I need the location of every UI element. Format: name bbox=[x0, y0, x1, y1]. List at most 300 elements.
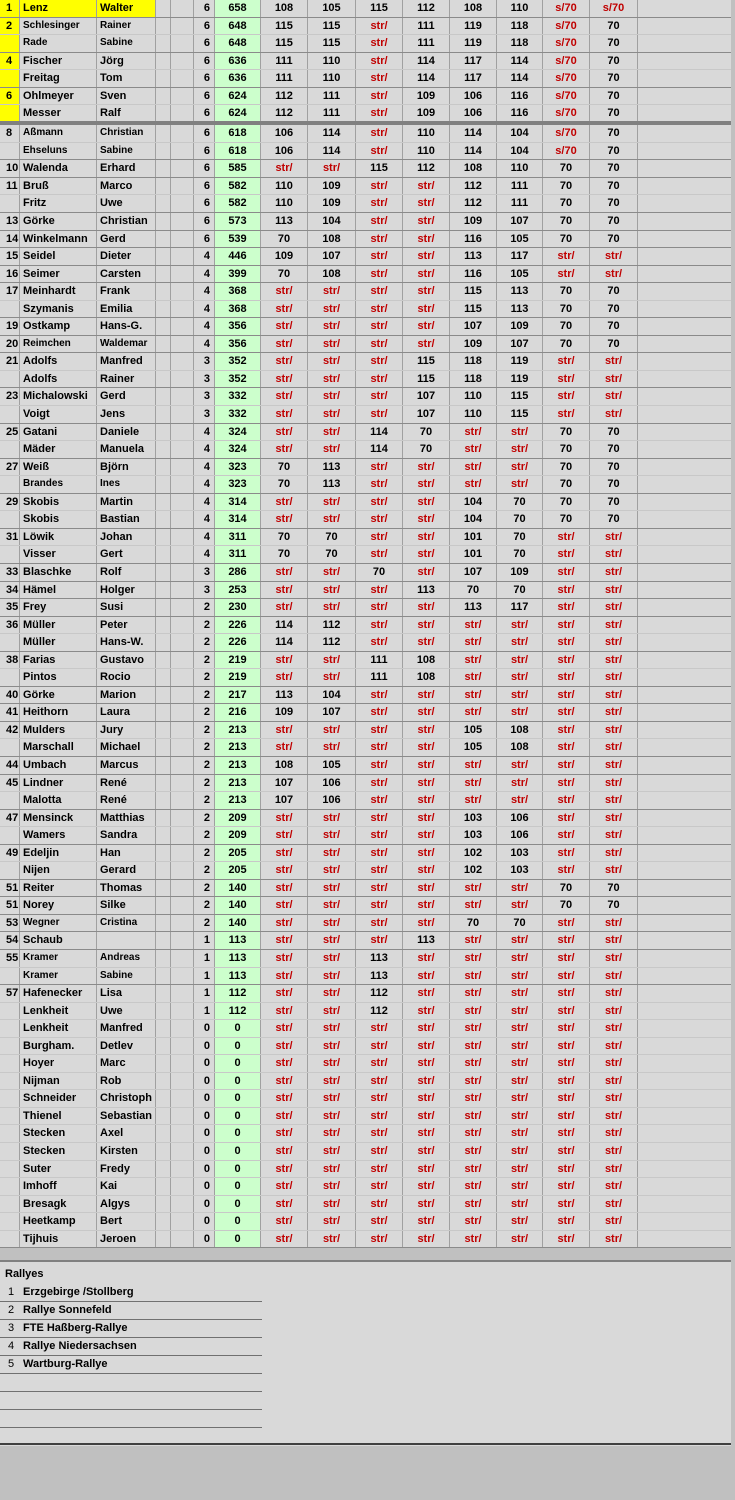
rallye-score-cell: str/ bbox=[543, 932, 590, 949]
rallye-score-cell: str/ bbox=[261, 388, 308, 405]
last-name-cell: Schneider bbox=[20, 1090, 97, 1107]
table-row bbox=[0, 105, 731, 125]
rallye-score-cell: 104 bbox=[497, 143, 543, 160]
total-points-cell: 324 bbox=[215, 441, 261, 458]
first-name-cell: Dieter bbox=[97, 248, 156, 265]
total-points-cell: 636 bbox=[215, 53, 261, 70]
rallye-score-cell: str/ bbox=[356, 1090, 403, 1107]
table-row bbox=[0, 1055, 731, 1073]
rank-cell bbox=[0, 1038, 20, 1055]
empty-cell bbox=[156, 231, 171, 248]
legend-item-name: Wartburg-Rallye bbox=[23, 1358, 108, 1370]
last-name-cell: Suter bbox=[20, 1161, 97, 1178]
empty-cell bbox=[156, 739, 171, 756]
rallye-score-cell: str/ bbox=[403, 178, 450, 195]
rallye-score-cell: str/ bbox=[356, 1038, 403, 1055]
rallye-score-cell: str/ bbox=[261, 336, 308, 353]
rallye-score-cell: str/ bbox=[590, 1090, 638, 1107]
rallye-score-cell: str/ bbox=[590, 687, 638, 704]
rank-cell bbox=[0, 105, 20, 121]
rallye-score-cell: str/ bbox=[543, 1143, 590, 1160]
starts-count-cell: 6 bbox=[194, 195, 215, 212]
rallye-score-cell: str/ bbox=[543, 1161, 590, 1178]
first-name-cell: René bbox=[97, 792, 156, 809]
rank-cell: 10 bbox=[0, 160, 20, 177]
rallye-score-cell: str/ bbox=[308, 511, 356, 528]
rallye-score-cell: str/ bbox=[403, 476, 450, 493]
first-name-cell: Hans-G. bbox=[97, 318, 156, 335]
rallye-score-cell: str/ bbox=[356, 775, 403, 792]
empty-cell bbox=[171, 915, 194, 932]
rallye-score-cell: str/ bbox=[543, 810, 590, 827]
rallye-score-cell: 70 bbox=[590, 880, 638, 897]
last-name-cell: Schlesinger bbox=[20, 18, 97, 35]
rank-cell: 21 bbox=[0, 353, 20, 370]
starts-count-cell: 0 bbox=[194, 1020, 215, 1037]
rallye-score-cell: str/ bbox=[497, 1161, 543, 1178]
starts-count-cell: 2 bbox=[194, 880, 215, 897]
last-name-cell: Skobis bbox=[20, 494, 97, 511]
starts-count-cell: 0 bbox=[194, 1055, 215, 1072]
rallye-score-cell: str/ bbox=[403, 1038, 450, 1055]
rallye-score-cell: str/ bbox=[497, 950, 543, 967]
starts-count-cell: 6 bbox=[194, 213, 215, 230]
empty-cell bbox=[156, 599, 171, 616]
legend-item-number: 1 bbox=[8, 1286, 15, 1298]
rallye-score-cell: 70 bbox=[590, 897, 638, 914]
rallye-score-cell: str/ bbox=[497, 669, 543, 686]
empty-cell bbox=[156, 1108, 171, 1125]
rallye-score-cell: str/ bbox=[590, 1143, 638, 1160]
rallye-score-cell: 108 bbox=[403, 669, 450, 686]
first-name-cell: Silke bbox=[97, 897, 156, 914]
rallye-score-cell: str/ bbox=[356, 1073, 403, 1090]
rallye-score-cell: 104 bbox=[450, 494, 497, 511]
rallye-score-cell: str/ bbox=[308, 1003, 356, 1020]
last-name-cell: Gatani bbox=[20, 424, 97, 441]
rallye-score-cell: str/ bbox=[590, 353, 638, 370]
rallye-score-cell: str/ bbox=[450, 1003, 497, 1020]
rallye-score-cell: str/ bbox=[403, 950, 450, 967]
rallye-score-cell: 116 bbox=[497, 105, 543, 121]
rallye-score-cell: str/ bbox=[590, 1161, 638, 1178]
rallye-score-cell: str/ bbox=[308, 845, 356, 862]
rallye-score-cell: 111 bbox=[261, 70, 308, 87]
rallye-score-cell: str/ bbox=[308, 301, 356, 318]
total-points-cell: 352 bbox=[215, 353, 261, 370]
empty-cell bbox=[156, 1143, 171, 1160]
table-row bbox=[0, 1003, 731, 1021]
empty-cell bbox=[171, 266, 194, 283]
table-row bbox=[0, 1073, 731, 1091]
table-row bbox=[0, 1161, 731, 1179]
empty-cell bbox=[156, 105, 171, 121]
rallye-score-cell: str/ bbox=[543, 1108, 590, 1125]
rallye-score-cell: 115 bbox=[497, 406, 543, 423]
rallye-score-cell: str/ bbox=[590, 617, 638, 634]
rallye-score-cell: str/ bbox=[450, 1231, 497, 1248]
rallye-score-cell: str/ bbox=[356, 231, 403, 248]
rallye-score-cell: str/ bbox=[356, 827, 403, 844]
starts-count-cell: 4 bbox=[194, 511, 215, 528]
rallye-score-cell: str/ bbox=[308, 897, 356, 914]
rallye-score-cell: 113 bbox=[497, 301, 543, 318]
rank-cell bbox=[0, 301, 20, 318]
starts-count-cell: 6 bbox=[194, 88, 215, 105]
table-row bbox=[0, 897, 731, 915]
rallye-score-cell: 104 bbox=[308, 213, 356, 230]
empty-cell bbox=[171, 1055, 194, 1072]
rallye-score-cell: str/ bbox=[356, 178, 403, 195]
rallye-score-cell: str/ bbox=[450, 897, 497, 914]
total-points-cell: 213 bbox=[215, 739, 261, 756]
empty-cell bbox=[156, 687, 171, 704]
empty-cell bbox=[156, 1161, 171, 1178]
total-points-cell: 205 bbox=[215, 862, 261, 879]
rallye-score-cell: 70 bbox=[497, 511, 543, 528]
rallye-score-cell: str/ bbox=[590, 546, 638, 563]
rallye-score-cell: str/ bbox=[590, 704, 638, 721]
total-points-cell: 217 bbox=[215, 687, 261, 704]
rallye-score-cell: str/ bbox=[543, 950, 590, 967]
first-name-cell: Sven bbox=[97, 88, 156, 105]
last-name-cell: Norey bbox=[20, 897, 97, 914]
last-name-cell: Hafenecker bbox=[20, 985, 97, 1002]
rallye-score-cell: str/ bbox=[261, 1090, 308, 1107]
starts-count-cell: 6 bbox=[194, 231, 215, 248]
table-row bbox=[0, 213, 731, 231]
first-name-cell: Manuela bbox=[97, 441, 156, 458]
rallye-score-cell: str/ bbox=[356, 599, 403, 616]
rallye-score-cell: str/ bbox=[497, 687, 543, 704]
rallye-score-cell: str/ bbox=[543, 529, 590, 546]
rallye-score-cell: str/ bbox=[543, 1196, 590, 1213]
first-name-cell: René bbox=[97, 775, 156, 792]
starts-count-cell: 1 bbox=[194, 950, 215, 967]
empty-cell bbox=[156, 529, 171, 546]
starts-count-cell: 6 bbox=[194, 143, 215, 160]
rallye-score-cell: str/ bbox=[261, 599, 308, 616]
rallye-score-cell: str/ bbox=[403, 248, 450, 265]
rallye-score-cell: str/ bbox=[308, 424, 356, 441]
rank-cell bbox=[0, 1161, 20, 1178]
rallye-score-cell: str/ bbox=[356, 371, 403, 388]
rallye-score-cell: 110 bbox=[450, 388, 497, 405]
rank-cell: 51 bbox=[0, 897, 20, 914]
first-name-cell: Christian bbox=[97, 213, 156, 230]
rallye-score-cell: str/ bbox=[543, 1020, 590, 1037]
rallye-score-cell: 70 bbox=[497, 529, 543, 546]
rallye-score-cell: 110 bbox=[261, 178, 308, 195]
rank-cell bbox=[0, 371, 20, 388]
empty-cell bbox=[171, 195, 194, 212]
starts-count-cell: 2 bbox=[194, 739, 215, 756]
rallye-score-cell: str/ bbox=[403, 529, 450, 546]
empty-cell bbox=[156, 827, 171, 844]
table-row bbox=[0, 1143, 731, 1161]
last-name-cell: Reimchen bbox=[20, 336, 97, 353]
rallye-score-cell: s/70 bbox=[543, 35, 590, 52]
empty-cell bbox=[156, 1231, 171, 1248]
total-points-cell: 0 bbox=[215, 1090, 261, 1107]
empty-cell bbox=[171, 511, 194, 528]
first-name-cell: Gert bbox=[97, 546, 156, 563]
rallye-score-cell: 114 bbox=[356, 441, 403, 458]
rallye-score-cell: str/ bbox=[590, 1003, 638, 1020]
rallye-score-cell: 108 bbox=[261, 757, 308, 774]
empty-cell bbox=[156, 283, 171, 300]
rallye-score-cell: str/ bbox=[308, 880, 356, 897]
legend-item-name: Erzgebirge /Stollberg bbox=[23, 1286, 134, 1298]
last-name-cell: Weiß bbox=[20, 459, 97, 476]
last-name-cell: Lenz bbox=[20, 0, 97, 17]
rallye-score-cell: str/ bbox=[543, 564, 590, 581]
table-row bbox=[0, 1196, 731, 1214]
rallye-score-cell: 104 bbox=[497, 125, 543, 142]
rallye-score-cell: str/ bbox=[356, 1196, 403, 1213]
rallye-score-cell: 112 bbox=[403, 160, 450, 177]
rallye-score-cell: str/ bbox=[356, 1143, 403, 1160]
rallye-score-cell: 113 bbox=[403, 582, 450, 599]
rank-cell bbox=[0, 739, 20, 756]
rallye-score-cell: str/ bbox=[543, 704, 590, 721]
empty-cell bbox=[156, 406, 171, 423]
rallye-score-cell: 70 bbox=[261, 459, 308, 476]
empty-cell bbox=[171, 160, 194, 177]
rallye-score-cell: 118 bbox=[450, 371, 497, 388]
total-points-cell: 0 bbox=[215, 1038, 261, 1055]
empty-cell bbox=[171, 669, 194, 686]
rank-cell bbox=[0, 1055, 20, 1072]
rallye-score-cell: str/ bbox=[543, 353, 590, 370]
rallye-score-cell: str/ bbox=[543, 1213, 590, 1230]
rallye-score-cell: 115 bbox=[403, 371, 450, 388]
rank-cell bbox=[0, 143, 20, 160]
rallye-score-cell: str/ bbox=[261, 880, 308, 897]
total-points-cell: 368 bbox=[215, 301, 261, 318]
rallye-score-cell: str/ bbox=[356, 687, 403, 704]
rallye-score-cell: 105 bbox=[450, 722, 497, 739]
rallye-score-cell: str/ bbox=[356, 388, 403, 405]
empty-cell bbox=[156, 1213, 171, 1230]
rallye-score-cell: str/ bbox=[356, 35, 403, 52]
rallye-score-cell: str/ bbox=[308, 950, 356, 967]
starts-count-cell: 2 bbox=[194, 845, 215, 862]
table-row bbox=[0, 70, 731, 88]
total-points-cell: 332 bbox=[215, 406, 261, 423]
rallye-score-cell: str/ bbox=[356, 353, 403, 370]
rallye-score-cell: str/ bbox=[590, 266, 638, 283]
last-name-cell: Burgham. bbox=[20, 1038, 97, 1055]
rallye-score-cell: str/ bbox=[261, 739, 308, 756]
table-row bbox=[0, 336, 731, 354]
rallye-score-cell: str/ bbox=[543, 266, 590, 283]
rallye-score-cell: str/ bbox=[403, 827, 450, 844]
rank-cell bbox=[0, 406, 20, 423]
rallye-score-cell: str/ bbox=[261, 160, 308, 177]
starts-count-cell: 1 bbox=[194, 968, 215, 985]
empty-cell bbox=[171, 564, 194, 581]
first-name-cell: Marion bbox=[97, 687, 156, 704]
rallye-score-cell: 70 bbox=[543, 441, 590, 458]
first-name-cell: Björn bbox=[97, 459, 156, 476]
rallye-score-cell: str/ bbox=[261, 1161, 308, 1178]
rallye-score-cell: str/ bbox=[356, 476, 403, 493]
first-name-cell: Uwe bbox=[97, 195, 156, 212]
rallye-score-cell: 109 bbox=[308, 178, 356, 195]
rallye-score-cell: str/ bbox=[497, 1231, 543, 1248]
legend-item bbox=[0, 1302, 262, 1320]
empty-cell bbox=[171, 617, 194, 634]
rallye-score-cell: str/ bbox=[450, 459, 497, 476]
last-name-cell: Michalowski bbox=[20, 388, 97, 405]
rank-cell: 11 bbox=[0, 178, 20, 195]
rallye-score-cell: str/ bbox=[450, 1073, 497, 1090]
table-row bbox=[0, 669, 731, 687]
starts-count-cell: 2 bbox=[194, 704, 215, 721]
rallye-score-cell: 70 bbox=[590, 125, 638, 142]
total-points-cell: 573 bbox=[215, 213, 261, 230]
rallye-score-cell: 114 bbox=[497, 70, 543, 87]
last-name-cell: Wegner bbox=[20, 915, 97, 932]
rallye-score-cell: 103 bbox=[497, 862, 543, 879]
rallye-score-cell: 106 bbox=[450, 105, 497, 121]
total-points-cell: 0 bbox=[215, 1020, 261, 1037]
rallye-score-cell: str/ bbox=[261, 1231, 308, 1248]
first-name-cell: Rob bbox=[97, 1073, 156, 1090]
starts-count-cell: 0 bbox=[194, 1073, 215, 1090]
empty-cell bbox=[171, 248, 194, 265]
last-name-cell: Lenkheit bbox=[20, 1020, 97, 1037]
rallye-score-cell: str/ bbox=[308, 1020, 356, 1037]
rallye-score-cell: 70 bbox=[590, 35, 638, 52]
rallye-score-cell: str/ bbox=[450, 704, 497, 721]
rallye-score-cell: 106 bbox=[450, 88, 497, 105]
rallye-score-cell: str/ bbox=[308, 1038, 356, 1055]
rallye-score-cell: str/ bbox=[356, 336, 403, 353]
total-points-cell: 624 bbox=[215, 88, 261, 105]
rallye-score-cell: 115 bbox=[450, 301, 497, 318]
empty-cell bbox=[156, 160, 171, 177]
rallye-score-cell: str/ bbox=[590, 810, 638, 827]
first-name-cell: Marcus bbox=[97, 757, 156, 774]
first-name-cell: Rolf bbox=[97, 564, 156, 581]
last-name-cell: Ostkamp bbox=[20, 318, 97, 335]
empty-cell bbox=[171, 582, 194, 599]
legend-title: Rallyes bbox=[5, 1268, 44, 1280]
rallye-score-cell: 70 bbox=[543, 494, 590, 511]
table-row bbox=[0, 511, 731, 529]
empty-cell bbox=[156, 88, 171, 105]
rallye-score-cell: str/ bbox=[590, 792, 638, 809]
rallye-score-cell: 70 bbox=[450, 915, 497, 932]
rallye-score-cell: 70 bbox=[497, 582, 543, 599]
rallye-score-cell: 70 bbox=[590, 160, 638, 177]
starts-count-cell: 4 bbox=[194, 459, 215, 476]
rallye-score-cell: str/ bbox=[543, 1090, 590, 1107]
rallye-score-cell: str/ bbox=[543, 739, 590, 756]
rallye-score-cell: 70 bbox=[543, 476, 590, 493]
rallye-score-cell: str/ bbox=[356, 406, 403, 423]
empty-cell bbox=[156, 248, 171, 265]
rallye-score-cell: 108 bbox=[261, 0, 308, 17]
rallye-score-cell: 70 bbox=[590, 70, 638, 87]
first-name-cell: Fredy bbox=[97, 1161, 156, 1178]
rank-cell: 29 bbox=[0, 494, 20, 511]
table-row bbox=[0, 353, 731, 371]
empty-cell bbox=[171, 880, 194, 897]
rallye-score-cell: str/ bbox=[356, 213, 403, 230]
first-name-cell bbox=[97, 932, 156, 949]
rallye-score-cell: str/ bbox=[308, 388, 356, 405]
starts-count-cell: 4 bbox=[194, 301, 215, 318]
rallye-score-cell: 107 bbox=[261, 775, 308, 792]
empty-cell bbox=[156, 968, 171, 985]
rallye-score-cell: str/ bbox=[356, 634, 403, 651]
rallye-score-cell: str/ bbox=[308, 318, 356, 335]
total-points-cell: 226 bbox=[215, 617, 261, 634]
rallye-score-cell: str/ bbox=[543, 652, 590, 669]
table-row bbox=[0, 599, 731, 617]
rallye-score-cell: 113 bbox=[497, 283, 543, 300]
rank-cell bbox=[0, 1196, 20, 1213]
rallye-score-cell: 70 bbox=[590, 511, 638, 528]
rallye-score-cell: 117 bbox=[497, 248, 543, 265]
rallye-score-cell: str/ bbox=[403, 494, 450, 511]
rallye-score-cell: str/ bbox=[308, 810, 356, 827]
empty-cell bbox=[156, 1073, 171, 1090]
empty-cell bbox=[171, 599, 194, 616]
first-name-cell: Cristina bbox=[97, 915, 156, 932]
total-points-cell: 582 bbox=[215, 195, 261, 212]
rallye-score-cell: 70 bbox=[261, 546, 308, 563]
table-row bbox=[0, 1038, 731, 1056]
rallye-score-cell: str/ bbox=[403, 1196, 450, 1213]
rallye-score-cell: 107 bbox=[403, 388, 450, 405]
legend-item-number: 5 bbox=[8, 1358, 15, 1370]
empty-cell bbox=[171, 985, 194, 1002]
table-row bbox=[0, 1231, 731, 1249]
total-points-cell: 230 bbox=[215, 599, 261, 616]
starts-count-cell: 0 bbox=[194, 1125, 215, 1142]
rallye-score-cell: str/ bbox=[261, 810, 308, 827]
rallye-score-cell: str/ bbox=[450, 424, 497, 441]
last-name-cell: Bruß bbox=[20, 178, 97, 195]
rallye-score-cell: str/ bbox=[403, 704, 450, 721]
rallye-score-cell: 109 bbox=[450, 213, 497, 230]
total-points-cell: 209 bbox=[215, 827, 261, 844]
empty-cell bbox=[156, 125, 171, 142]
table-row bbox=[0, 564, 731, 582]
rallye-score-cell: str/ bbox=[450, 634, 497, 651]
rallye-score-cell: str/ bbox=[497, 1003, 543, 1020]
rallye-score-cell: 112 bbox=[450, 195, 497, 212]
rallye-score-cell: str/ bbox=[403, 1020, 450, 1037]
empty-cell bbox=[171, 70, 194, 87]
empty-cell bbox=[171, 388, 194, 405]
rallye-score-cell: 110 bbox=[261, 195, 308, 212]
rallye-score-cell: str/ bbox=[356, 248, 403, 265]
rallye-score-cell: 70 bbox=[403, 424, 450, 441]
rallye-score-cell: 114 bbox=[308, 143, 356, 160]
empty-cell bbox=[156, 301, 171, 318]
total-points-cell: 209 bbox=[215, 810, 261, 827]
last-name-cell: Mulders bbox=[20, 722, 97, 739]
rallye-score-cell: s/70 bbox=[543, 53, 590, 70]
rank-cell: 2 bbox=[0, 18, 20, 35]
first-name-cell: Erhard bbox=[97, 160, 156, 177]
table-row bbox=[0, 757, 731, 775]
